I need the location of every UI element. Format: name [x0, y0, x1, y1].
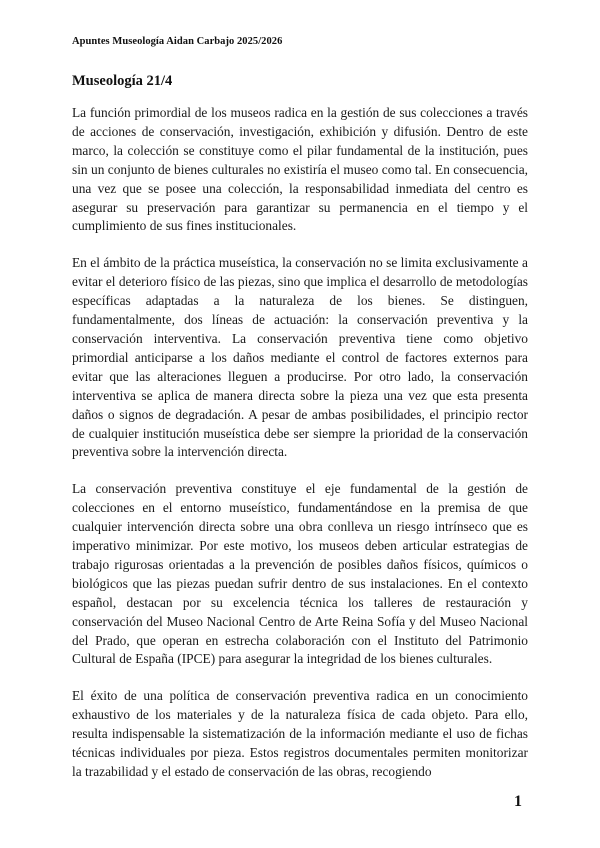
paragraph-1: La función primordial de los museos radica en la gestión de sus colecciones a través de acciones de conservación, investigación, exhibición y difusión. Dentro de este marco, la colección se constituye como el pilar fundamental de la institución, pues sin un conjunto de bienes culturales no existiría el museo como tal. En consecuencia, una vez que se posee una colección, la responsabilidad inmediata del centro es asegurar su preservación para garantizar su permanencia en el tiempo y el cumplimiento de sus fines institucionales.	[72, 105, 528, 234]
paragraph-2: En el ámbito de la práctica museística, la conservación no se limita exclusivamente a evitar el deterioro físico de las piezas, sino que implica el desarrollo de metodologías específicas adaptadas a la naturaleza de los bienes. Se distinguen, fundamentalmente, dos líneas de actuación: la conservación preventiva y la conservación interventiva. La conservación preventiva tiene como objetivo primordial anticiparse a los daños mediante el control de factores externos para evitar que las alteraciones lleguen a producirse. Por otro lado, la conservación interventiva se aplica de manera directa sobre la pieza una vez que esta presenta daños o signos de degradación. A pesar de ambas posibilidades, el principio rector de cualquier institución museística debe ser siempre la prioridad de la conservación preventiva sobre la intervención directa.	[72, 255, 528, 460]
paragraph-3: La conservación preventiva constituye el eje fundamental de la gestión de colecciones en el entorno museístico, fundamentándose en la premisa de que cualquier intervención directa sobre una obra conlleva un riesgo intrínseco que es imperativo minimizar. Por este motivo, los museos deben articular estrategias de trabajo rigurosas orientadas a la prevención de posibles daños físicos, químicos o biológicos que las piezas puedan sufrir dentro de sus instalaciones. En el contexto español, destacan por su excelencia técnica los talleres de restauración y conservación del Museo Nacional Centro de Arte Reina Sofía y del Museo Nacional del Prado, que operan en estrecha colaboración con el Instituto del Patrimonio Cultural de España (IPCE) para asegurar la integridad de los bienes culturales.	[72, 481, 528, 667]
running-header: Apuntes Museología Aidan Carbajo 2025/2026	[72, 36, 283, 47]
section-title: Museología 21/4	[72, 73, 173, 89]
paragraph-4: El éxito de una política de conservación preventiva radica en un conocimiento exhaustivo de los materiales y de la naturaleza física de cada objeto. Para ello, resulta indispensable la sistematización de la información mediante el uso de fichas técnicas individuales por pieza. Estos registros documentales permiten monitorizar la trazabilidad y el estado de conservación de las obras, recogiendo	[72, 688, 528, 779]
page-number: 1	[514, 793, 522, 810]
page-body	[72, 72, 528, 800]
